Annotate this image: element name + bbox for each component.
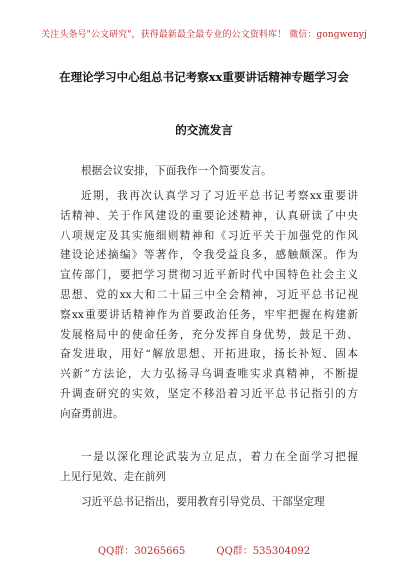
paragraph-point-one <box>60 448 358 488</box>
paragraph-main <box>60 187 358 425</box>
paragraph-line: 八项规定及其实施细则精神和《习近平关于加强党的作风 <box>60 229 358 242</box>
paragraph-line: 发展格局中的使命任务，充分发挥自身优势，鼓足干劲、 <box>60 328 358 341</box>
paragraph-line: 根据会议安排，下面我作一个简要发言。 <box>81 165 272 177</box>
paragraph-line: 察xx重要讲话精神作为首要政治任务，牢牢把握在构建新 <box>60 308 358 321</box>
paragraph-line: 习近平总书记指出，要用教育引导党员、干部坚定理 <box>81 496 325 508</box>
document-title-line-1: 在理论学习中心组总书记考察xx重要讲话精神专题学习会 <box>59 70 349 84</box>
footer-qq-group-1: QQ群：30265665 <box>97 546 186 557</box>
paragraph-continued <box>60 493 358 513</box>
paragraph-line: 话精神、关于作风建设的重要论述精神，认真研读了中央 <box>60 209 358 222</box>
paragraph-line: 建设论述摘编》等著作，令我受益良多，感触颇深。作为 <box>60 249 358 262</box>
paragraph-line: 兴新”方法论，大力弘扬寻乌调查唯实求真精神，不断提 <box>60 368 358 381</box>
footer-qq-group-2: QQ群：535304092 <box>216 546 311 557</box>
paragraph-line: 思想、党的xx大和二十届三中全会精神，习近平总书记视 <box>60 288 358 301</box>
paragraph-line: 近期，我再次认真学习了习近平总书记考察xx重要讲 <box>81 190 358 202</box>
header-note: 关注头条号"公文研究"，获得最新最全最专业的公文资料库！ 微信：gongwenyj <box>41 30 367 40</box>
paragraph-line: 向奋勇前进。 <box>60 407 124 420</box>
document-title-line-2: 的交流发言 <box>175 123 233 137</box>
footer-contact <box>0 542 408 557</box>
paragraph-intro <box>60 162 358 182</box>
paragraph-line: 奋发进取，用好“解放思想、开拓进取，扬长补短、固本 <box>60 348 358 361</box>
paragraph-line: 一是以深化理论武装为立足点，着力在全面学习把握 <box>81 451 358 463</box>
paragraph-line: 升调查研究的实效，坚定不移沿着习近平总书记指引的方 <box>60 387 358 400</box>
paragraph-line: 宣传部门，要把学习贯彻习近平新时代中国特色社会主义 <box>60 269 358 282</box>
paragraph-line: 上见行见效、走在前列 <box>60 470 166 483</box>
